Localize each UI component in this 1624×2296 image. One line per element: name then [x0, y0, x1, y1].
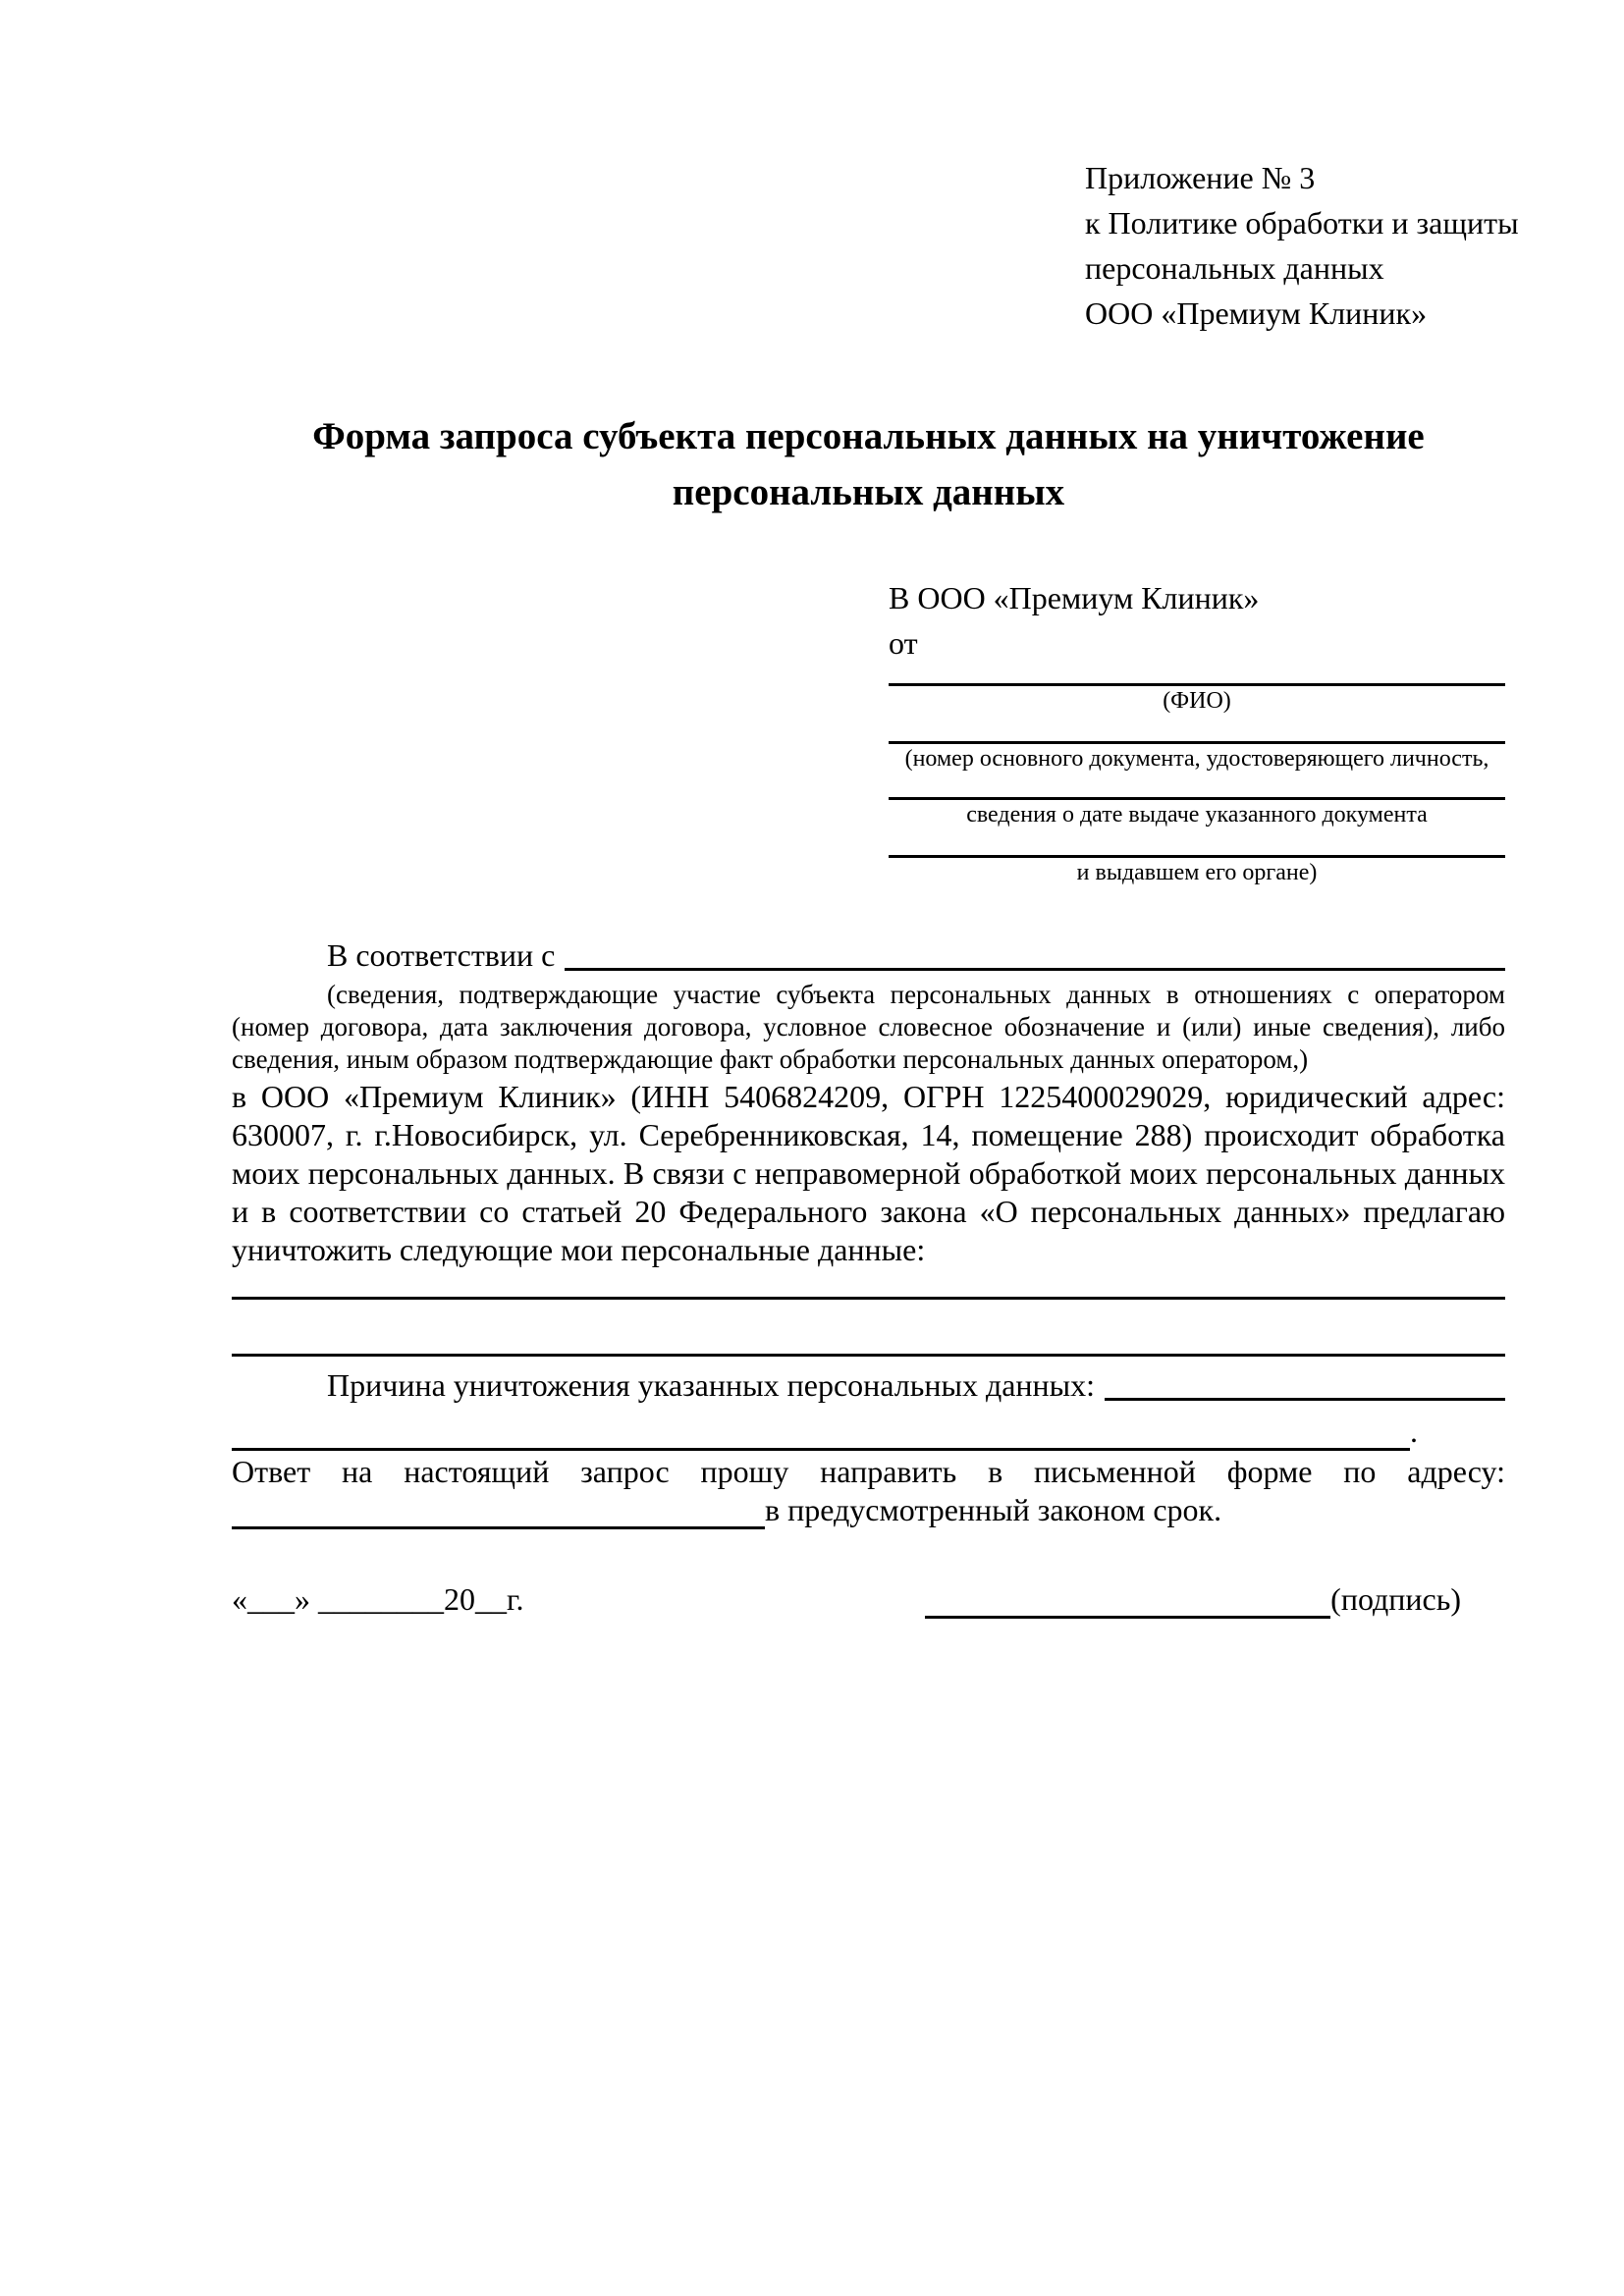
issuing-authority-caption: и выдавшем его органе) — [1076, 860, 1318, 885]
address-blank-line — [232, 1491, 765, 1529]
document-number-caption: (номер основного документа, удостоверяющего личность, — [904, 746, 1489, 772]
signature-caption: (подпись) — [1330, 1581, 1461, 1617]
accordance-row — [232, 936, 1505, 975]
accordance-blank-line — [565, 936, 1505, 971]
reason-row — [232, 1366, 1505, 1405]
page-title: Форма запроса субъекта персональных данных на уничтожение персональных данных — [312, 415, 1425, 513]
response-address-row — [232, 1491, 1505, 1529]
signature-group — [925, 1580, 1461, 1619]
fio-blank-line — [889, 666, 1505, 686]
appendix-line: ООО «Премиум Клиник» — [1085, 295, 1428, 331]
fio-caption: (ФИО) — [1163, 688, 1231, 714]
accordance-note: (сведения, подтверждающие участие субъекта персональных данных в отношениях с оператором (номер договора, дата заключения договора, условное словесное обозначение и (или) иные сведения), либо сведения, иным образом подтверждающие факт обработки персональных данных оператором,) — [232, 980, 1505, 1074]
addressee-block — [889, 575, 1505, 887]
reason-continuation-row — [232, 1413, 1505, 1451]
issuing-authority-blank-line — [889, 829, 1505, 858]
reason-blank-line — [1105, 1366, 1505, 1401]
date-blank: «___» ________20__г. — [232, 1581, 524, 1617]
reason-period: . — [1410, 1414, 1418, 1449]
addressee-from-label: от — [889, 625, 918, 661]
date-signature-row — [232, 1580, 1505, 1619]
appendix-line: к Политике обработки и защиты — [1085, 205, 1519, 240]
addressee-to: В ООО «Премиум Клиник» — [889, 580, 1260, 615]
appendix-reference-block — [1085, 155, 1519, 336]
appendix-line: Приложение № 3 — [1085, 160, 1316, 195]
personal-data-blank-line — [232, 1326, 1505, 1357]
reason-continuation-blank-line — [232, 1413, 1410, 1451]
response-request-line: Ответ на настоящий запрос прошу направить в письменной форме по адресу: — [232, 1454, 1505, 1489]
issue-date-blank-line — [889, 774, 1505, 800]
response-term-text: в предусмотренный законом срок. — [765, 1492, 1222, 1527]
personal-data-blank-line — [232, 1269, 1505, 1300]
body-paragraph: в ООО «Премиум Клиник» (ИНН 5406824209, ОГРН 1225400029029, юридический адрес: 630007, г. г.Новосибирск, ул. Серебренниковская, 14, помещение 288) происходит обработка моих персональных данных. В связи с неправомерной обработкой моих персональных данных и в соответствии со статьей 20 Федерального закона «О персональных данных» предлагаю уничтожить следующие мои персональные данные: — [232, 1079, 1505, 1267]
accordance-lead: В соответствии с — [327, 937, 556, 973]
reason-label: Причина уничтожения указанных персональных данных: — [327, 1367, 1096, 1403]
issue-date-caption: сведения о дате выдаче указанного документа — [966, 802, 1428, 828]
document-number-blank-line — [889, 716, 1505, 744]
signature-blank-line — [925, 1580, 1330, 1619]
appendix-line: персональных данных — [1085, 250, 1384, 286]
